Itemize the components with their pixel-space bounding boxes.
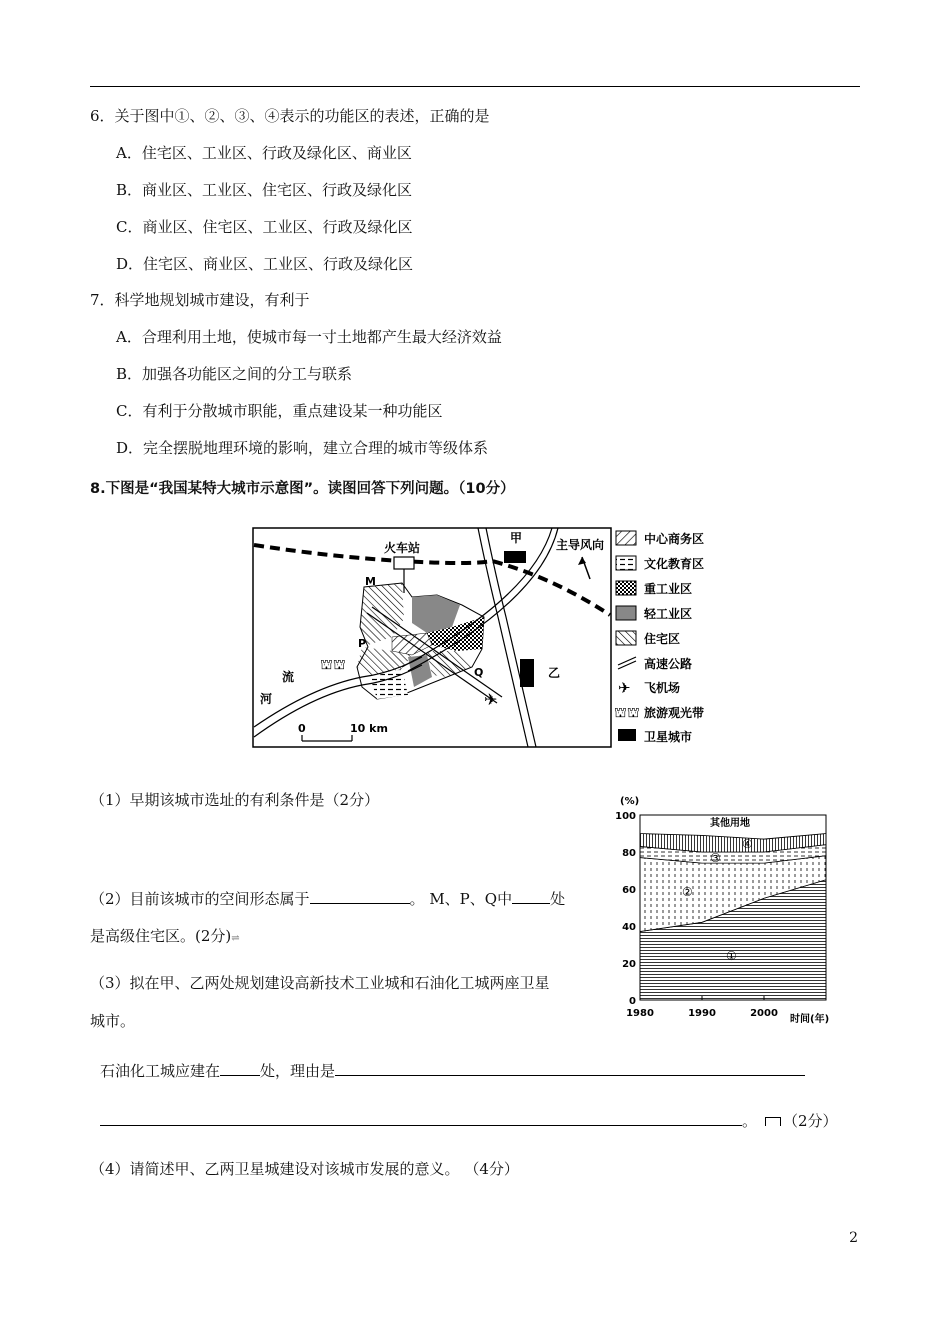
airplane-icon: ✈ — [484, 690, 498, 709]
yi-label: 乙 — [548, 666, 561, 680]
label-q: Q — [474, 666, 484, 679]
x-tick-label: 1990 — [688, 1008, 716, 1019]
y-tick-label: 80 — [622, 848, 636, 859]
legend-education: 文化教育区 — [644, 557, 705, 571]
q8-sub2-line — [90, 888, 565, 909]
q6-option-d: D．住宅区、商业区、工业区、行政及绿化区 — [116, 255, 414, 273]
station-icon — [394, 557, 414, 569]
q8-sub3-a: （3）拟在甲、乙两处规划建设高新技术工业城和石油化工城两座卫星 — [90, 974, 550, 992]
y-tick-label: 100 — [615, 811, 636, 822]
scale-0: 0 — [298, 722, 306, 735]
chart-other-label: 其他用地 — [710, 818, 750, 829]
q8-sub3-line2 — [100, 1110, 838, 1131]
scale-10: 10 km — [350, 722, 388, 735]
jia-satellite — [504, 551, 526, 563]
q8-sub2-mark: ⇌ — [231, 933, 240, 944]
legend-heavy-industry: 重工业区 — [644, 582, 693, 596]
land-use-chart — [612, 790, 852, 1030]
label-p: P — [358, 637, 367, 650]
blank-reason-2[interactable] — [100, 1110, 742, 1126]
x-tick-label: 2000 — [750, 1008, 778, 1019]
river-label-1: 流 — [282, 670, 295, 684]
y-tick-label: 40 — [622, 922, 636, 933]
q8-sub2-d: 是高级住宅区。(2分) — [90, 927, 232, 945]
q8-sub2-a: （2）目前该城市的空间形态属于 — [90, 890, 310, 908]
q8-sub2-d-line — [90, 926, 240, 949]
legend-tourism-icon: ⛫⛫ — [614, 705, 640, 721]
q7-option-a: A．合理利用土地，使城市每一寸土地都产生最大经济效益 — [116, 328, 502, 346]
q8-sub4: （4）请简述甲、乙两卫星城建设对该城市发展的意义。 （4分） — [90, 1160, 519, 1178]
q8-sub2-c: 处 — [550, 890, 566, 908]
legend-residential: 住宅区 — [644, 632, 681, 646]
legend-cbd: 中心商务区 — [644, 532, 705, 546]
legend-airplane-icon: ✈ — [618, 679, 631, 697]
chart-x-label: 时间(年) — [790, 1014, 830, 1025]
tourism-icon: ⛫⛫ — [320, 657, 346, 673]
q6-option-b: B．商业区、工业区、住宅区、行政及绿化区 — [116, 181, 413, 199]
series-2-label: ② — [682, 885, 693, 899]
q6-option-c: C．商业区、住宅区、工业区、行政及绿化区 — [116, 218, 413, 236]
q8-sub3-line — [100, 1060, 805, 1081]
blank-form[interactable] — [310, 888, 410, 904]
q6-option-a: A．住宅区、工业区、行政及绿化区、商业区 — [116, 144, 412, 162]
blank-reason-1[interactable] — [335, 1060, 805, 1076]
y-tick-label: 20 — [622, 959, 636, 970]
series-3-label: ③ — [710, 851, 721, 865]
q8-title: 8.下图是“我国某特大城市示意图”。读图回答下列问题。（10分） — [90, 481, 515, 497]
legend-expressway: 高速公路 — [644, 657, 693, 671]
q8-sub3-d: 处，理由是 — [260, 1062, 336, 1080]
small-bracket-icon — [765, 1117, 781, 1126]
q7-stem: 7．科学地规划城市建设，有利于 — [90, 291, 310, 309]
q8-sub1: （1）早期该城市选址的有利条件是（2分） — [90, 791, 380, 809]
x-tick-label: 1980 — [626, 1008, 654, 1019]
label-m: M — [365, 575, 376, 588]
q7-option-d: D．完全摆脱地理环境的影响，建立合理的城市等级体系 — [116, 439, 489, 457]
q7-option-b: B．加强各功能区之间的分工与联系 — [116, 365, 353, 383]
wind-label: 主导风向 — [556, 538, 605, 552]
yi-satellite — [520, 659, 534, 687]
blank-mpq[interactable] — [512, 888, 550, 904]
station-label: 火车站 — [384, 541, 421, 555]
river-label-2: 河 — [260, 692, 273, 706]
y-tick-label: 0 — [629, 996, 636, 1007]
legend-light-industry: 轻工业区 — [644, 607, 693, 621]
series-4-label: ④ — [742, 837, 753, 851]
q6-stem: 6．关于图中①、②、③、④表示的功能区的表述，正确的是 — [90, 107, 490, 125]
map-legend — [614, 531, 704, 744]
jia-label: 甲 — [510, 531, 523, 545]
q8-sub3-b: 城市。 — [90, 1012, 136, 1030]
q8-sub3-score: （2分） — [783, 1112, 838, 1130]
y-tick-label: 60 — [622, 885, 636, 896]
q8-sub2-b: 。 M、P、Q中 — [409, 890, 513, 908]
page-number: 2 — [849, 1230, 858, 1246]
series-1-label: ① — [726, 949, 737, 963]
city-map — [252, 527, 722, 749]
legend-tourism: 旅游观光带 — [644, 706, 705, 720]
q8-sub3-c: 石油化工城应建在 — [100, 1062, 221, 1080]
q8-sub3-e: 。 — [742, 1112, 758, 1130]
legend-airport: 飞机场 — [644, 681, 681, 695]
q7-option-c: C．有利于分散城市职能，重点建设某一种功能区 — [116, 402, 443, 420]
legend-satellite: 卫星城市 — [644, 730, 693, 744]
chart-y-unit: (%) — [620, 796, 640, 807]
header-rule — [90, 86, 860, 87]
blank-location[interactable] — [220, 1060, 260, 1076]
